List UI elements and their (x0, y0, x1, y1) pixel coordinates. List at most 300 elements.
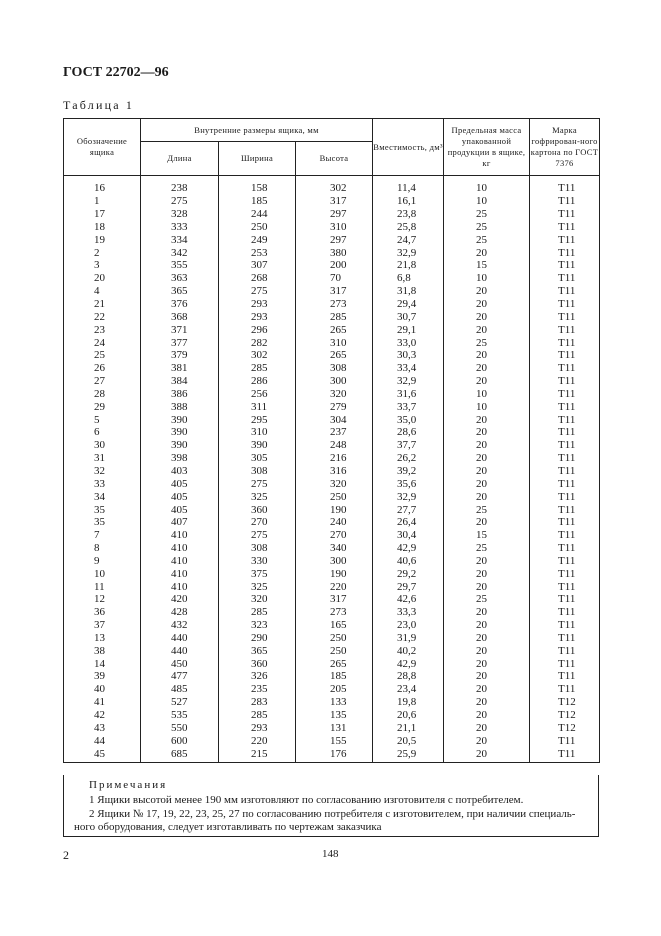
table-cell: 334 (141, 233, 219, 246)
table-cell: T11 (530, 349, 600, 362)
table-cell: 6,8 (373, 272, 444, 285)
table-cell: 20 (444, 696, 530, 709)
table-cell: 302 (296, 182, 373, 195)
table-cell: T11 (530, 644, 600, 657)
table-cell: 317 (296, 593, 373, 606)
table-cell: 35,0 (373, 413, 444, 426)
table-cell: 33 (64, 477, 141, 490)
table-cell: 70 (296, 272, 373, 285)
table-cell: 20 (444, 246, 530, 259)
table-cell: 265 (296, 323, 373, 336)
table-cell: 33,7 (373, 400, 444, 413)
table-cell: 38 (64, 644, 141, 657)
table-cell: T11 (530, 208, 600, 221)
table-row (64, 298, 600, 311)
table-row (64, 696, 600, 709)
table-cell: 15 (444, 529, 530, 542)
note-2: 2 Ящики № 17, 19, 22, 23, 25, 27 по согласованию потребителя с изготовителем, при наличии специаль- (89, 808, 576, 820)
table-cell: 25 (444, 542, 530, 555)
table-cell: 26 (64, 362, 141, 375)
table-cell: 238 (141, 182, 219, 195)
table-cell: 237 (296, 426, 373, 439)
table-cell: 8 (64, 542, 141, 555)
table-row (64, 503, 600, 516)
table-cell: 25 (444, 208, 530, 221)
table-cell: 23,0 (373, 619, 444, 632)
table-cell: 325 (219, 580, 296, 593)
table-cell: 20 (444, 567, 530, 580)
header-designation: Обозначение ящика (64, 119, 141, 176)
table-cell: 333 (141, 221, 219, 234)
table-cell: 380 (296, 246, 373, 259)
table-cell: T11 (530, 567, 600, 580)
table-row (64, 375, 600, 388)
table-cell: 297 (296, 208, 373, 221)
table-cell: 29,7 (373, 580, 444, 593)
table-row (64, 657, 600, 670)
table-cell: 275 (219, 477, 296, 490)
table-cell: T11 (530, 259, 600, 272)
header-cardboard-grade: Марка гофрирован-ного картона по ГОСТ 7376 (530, 119, 600, 176)
table-cell: 293 (219, 721, 296, 734)
table-cell: 270 (296, 529, 373, 542)
table-cell: 328 (141, 208, 219, 221)
table-cell: 275 (141, 195, 219, 208)
table-cell: 20 (444, 490, 530, 503)
table-cell: 176 (296, 747, 373, 762)
table-cell: 31,6 (373, 388, 444, 401)
table-cell: 320 (219, 593, 296, 606)
notes-title: Примечания (89, 779, 168, 791)
table-cell: 42,9 (373, 657, 444, 670)
table-cell: 35 (64, 516, 141, 529)
table-cell: T11 (530, 632, 600, 645)
header-max-mass: Предельная масса упакованной продукции в ящике, кг (444, 119, 530, 176)
table-cell: 410 (141, 529, 219, 542)
table-cell: 600 (141, 734, 219, 747)
table-cell: 285 (219, 606, 296, 619)
table-cell: 250 (219, 221, 296, 234)
table-cell: 6 (64, 426, 141, 439)
table-cell: T11 (530, 619, 600, 632)
table-cell: T11 (530, 606, 600, 619)
table-cell: 20 (444, 632, 530, 645)
table-cell: 290 (219, 632, 296, 645)
table-cell: T11 (530, 554, 600, 567)
table-cell: 300 (296, 375, 373, 388)
table-cell: 2 (64, 246, 141, 259)
table-cell: 41 (64, 696, 141, 709)
table-cell: T11 (530, 375, 600, 388)
table-row (64, 195, 600, 208)
table-cell: 25 (444, 336, 530, 349)
table-cell: 307 (219, 259, 296, 272)
table-cell: 165 (296, 619, 373, 632)
table-cell: T11 (530, 272, 600, 285)
table-cell: 285 (296, 310, 373, 323)
table-cell: 305 (219, 452, 296, 465)
table-cell: 308 (219, 465, 296, 478)
table-cell: T11 (530, 516, 600, 529)
table-cell: 216 (296, 452, 373, 465)
table-cell: T11 (530, 580, 600, 593)
table-cell: 317 (296, 195, 373, 208)
table-cell: 29 (64, 400, 141, 413)
table-cell: 20 (444, 310, 530, 323)
table-cell: 32,9 (373, 246, 444, 259)
header-length: Длина (141, 142, 219, 176)
table-cell: 29,4 (373, 298, 444, 311)
table-cell: 158 (219, 182, 296, 195)
table-cell: 9 (64, 554, 141, 567)
table-cell: 310 (219, 426, 296, 439)
table-cell: 20 (444, 516, 530, 529)
table-cell: 32,9 (373, 375, 444, 388)
table-cell: 190 (296, 567, 373, 580)
table-cell: 381 (141, 362, 219, 375)
table-cell: 250 (296, 632, 373, 645)
table-cell: 375 (219, 567, 296, 580)
table-cell: 405 (141, 503, 219, 516)
table-cell: 360 (219, 657, 296, 670)
table-cell: 200 (296, 259, 373, 272)
table-cell: 323 (219, 619, 296, 632)
table-cell: 30,3 (373, 349, 444, 362)
table-cell: 250 (296, 490, 373, 503)
header-height: Высота (296, 142, 373, 176)
table-cell: 275 (219, 529, 296, 542)
table-row (64, 323, 600, 336)
table-row (64, 233, 600, 246)
table-row (64, 734, 600, 747)
table-row (64, 259, 600, 272)
table-cell: 3 (64, 259, 141, 272)
table-row (64, 310, 600, 323)
table-cell: 535 (141, 709, 219, 722)
table-row (64, 554, 600, 567)
table-cell: 40,6 (373, 554, 444, 567)
table-row (64, 272, 600, 285)
table-cell: 19,8 (373, 696, 444, 709)
table-cell: 420 (141, 593, 219, 606)
table-cell: 10 (444, 195, 530, 208)
table-cell: 363 (141, 272, 219, 285)
table-cell: 220 (219, 734, 296, 747)
table-cell: 20 (444, 657, 530, 670)
table-cell: 20 (444, 452, 530, 465)
table-cell: 450 (141, 657, 219, 670)
table-cell: 308 (296, 362, 373, 375)
table-cell: 320 (296, 388, 373, 401)
table-cell: 15 (444, 259, 530, 272)
table-row (64, 542, 600, 555)
table-cell: 215 (219, 747, 296, 762)
table-cell: 33,4 (373, 362, 444, 375)
table-cell: 135 (296, 709, 373, 722)
table-cell: 4 (64, 285, 141, 298)
table-cell: 428 (141, 606, 219, 619)
table-cell: 16,1 (373, 195, 444, 208)
table-row (64, 516, 600, 529)
table-cell: T11 (530, 336, 600, 349)
table-cell: 320 (296, 477, 373, 490)
table-cell: 386 (141, 388, 219, 401)
table-cell: 293 (219, 310, 296, 323)
table-cell: 20 (444, 554, 530, 567)
table-cell: 23,4 (373, 683, 444, 696)
table-cell: 20 (444, 709, 530, 722)
header-capacity: Вместимость, дм³ (373, 119, 444, 176)
table-cell: 282 (219, 336, 296, 349)
table-cell: T11 (530, 413, 600, 426)
table-cell: T12 (530, 709, 600, 722)
header-width: Ширина (219, 142, 296, 176)
table-cell: 376 (141, 298, 219, 311)
table-cell: 330 (219, 554, 296, 567)
table-row (64, 490, 600, 503)
table-cell: T11 (530, 747, 600, 762)
table-cell: T11 (530, 246, 600, 259)
table-cell: 410 (141, 567, 219, 580)
table-cell: 20 (444, 375, 530, 388)
table-row (64, 208, 600, 221)
table-cell: 398 (141, 452, 219, 465)
table-cell: 25,8 (373, 221, 444, 234)
table-cell: 440 (141, 644, 219, 657)
table-cell: 16 (64, 182, 141, 195)
table-cell: 390 (141, 413, 219, 426)
table-cell: 325 (219, 490, 296, 503)
table-cell: 432 (141, 619, 219, 632)
table-cell: 12 (64, 593, 141, 606)
table-cell: 302 (219, 349, 296, 362)
table-row (64, 580, 600, 593)
table-cell: 308 (219, 542, 296, 555)
table-cell: 311 (219, 400, 296, 413)
table-cell: 42,6 (373, 593, 444, 606)
table-cell: 26,4 (373, 516, 444, 529)
table-cell: 29,2 (373, 567, 444, 580)
table-cell: 283 (219, 696, 296, 709)
table-cell: T11 (530, 195, 600, 208)
table-cell: 26,2 (373, 452, 444, 465)
table-row (64, 747, 600, 762)
document-title: ГОСТ 22702—96 (63, 65, 169, 80)
table-cell: 379 (141, 349, 219, 362)
table-cell: T11 (530, 362, 600, 375)
table-cell: 20 (444, 362, 530, 375)
table-row (64, 452, 600, 465)
table-cell: 279 (296, 400, 373, 413)
table-cell: T11 (530, 182, 600, 195)
table-row (64, 285, 600, 298)
table-cell: T11 (530, 503, 600, 516)
table-cell: 45 (64, 747, 141, 762)
table-label: Таблица 1 (63, 98, 135, 112)
table-cell: T11 (530, 221, 600, 234)
table-cell: 10 (64, 567, 141, 580)
table-cell: 405 (141, 477, 219, 490)
table-cell: 20 (444, 413, 530, 426)
table-cell: T12 (530, 696, 600, 709)
table-cell: 304 (296, 413, 373, 426)
table-cell: 20 (444, 426, 530, 439)
table-cell: 10 (444, 388, 530, 401)
table-cell: 390 (141, 439, 219, 452)
table-cell: T11 (530, 529, 600, 542)
table-cell: 42,9 (373, 542, 444, 555)
table-row (64, 362, 600, 375)
table-cell: 310 (296, 221, 373, 234)
table-cell: 275 (219, 285, 296, 298)
table-cell: 410 (141, 542, 219, 555)
table-cell: 20 (444, 670, 530, 683)
table-cell: 39,2 (373, 465, 444, 478)
table-cell: T11 (530, 298, 600, 311)
note-1: 1 Ящики высотой менее 190 мм изготовляют по согласованию изготовителя с потребителем. (89, 794, 524, 806)
table-cell: 28,6 (373, 426, 444, 439)
table-row (64, 246, 600, 259)
table-row (64, 336, 600, 349)
table-cell: 25,9 (373, 747, 444, 762)
table-row (64, 567, 600, 580)
table-cell: 240 (296, 516, 373, 529)
note-2-continued: ного оборудования, следует изготавливать по чертежам заказчика (74, 821, 382, 833)
boxes-table (63, 118, 600, 763)
table-cell: 440 (141, 632, 219, 645)
table-cell: 23,8 (373, 208, 444, 221)
table-cell: T11 (530, 310, 600, 323)
table-cell: T11 (530, 593, 600, 606)
table-row (64, 182, 600, 195)
table-cell: 44 (64, 734, 141, 747)
table-cell: 390 (219, 439, 296, 452)
table-row (64, 593, 600, 606)
table-row (64, 349, 600, 362)
table-cell: T11 (530, 233, 600, 246)
table-cell: 28,8 (373, 670, 444, 683)
table-row (64, 221, 600, 234)
table-cell: 24,7 (373, 233, 444, 246)
table-cell: 25 (444, 503, 530, 516)
table-cell: 527 (141, 696, 219, 709)
table-cell: 30,4 (373, 529, 444, 542)
table-cell: 20 (444, 580, 530, 593)
table-cell: 405 (141, 490, 219, 503)
table-cell: 23 (64, 323, 141, 336)
table-row (64, 465, 600, 478)
table-cell: 297 (296, 233, 373, 246)
table-cell: 286 (219, 375, 296, 388)
table-cell: 155 (296, 734, 373, 747)
table-cell: 19 (64, 233, 141, 246)
table-cell: T11 (530, 657, 600, 670)
table-cell: 1 (64, 195, 141, 208)
table-cell: 190 (296, 503, 373, 516)
table-cell: 20 (444, 683, 530, 696)
table-cell: 21,8 (373, 259, 444, 272)
table-cell: 25 (64, 349, 141, 362)
table-cell: 244 (219, 208, 296, 221)
table-cell: 35,6 (373, 477, 444, 490)
page-number-center: 148 (322, 848, 339, 860)
table-cell: 403 (141, 465, 219, 478)
table-cell: 27,7 (373, 503, 444, 516)
table-cell: 273 (296, 606, 373, 619)
table-row (64, 388, 600, 401)
table-cell: 268 (219, 272, 296, 285)
table-cell: 20 (444, 477, 530, 490)
table-cell: 25 (444, 233, 530, 246)
table-cell: 11 (64, 580, 141, 593)
table-cell: 20 (444, 734, 530, 747)
table-row (64, 619, 600, 632)
table-cell: 185 (296, 670, 373, 683)
table-cell: 377 (141, 336, 219, 349)
table-cell: 43 (64, 721, 141, 734)
table-cell: 485 (141, 683, 219, 696)
table-cell: 293 (219, 298, 296, 311)
table-cell: 31,9 (373, 632, 444, 645)
table-cell: 32 (64, 465, 141, 478)
table-cell: 20 (444, 323, 530, 336)
table-cell: 550 (141, 721, 219, 734)
table-cell: 285 (219, 362, 296, 375)
table-cell: 20 (444, 349, 530, 362)
notes-section (63, 775, 599, 837)
table-cell: 253 (219, 246, 296, 259)
table-cell: T11 (530, 285, 600, 298)
table-cell: 390 (141, 426, 219, 439)
table-cell: 20 (444, 619, 530, 632)
table-cell: 32,9 (373, 490, 444, 503)
table-cell: 20 (444, 721, 530, 734)
table-cell: 185 (219, 195, 296, 208)
table-cell: 20 (444, 439, 530, 452)
table-cell: 131 (296, 721, 373, 734)
table-cell: T11 (530, 734, 600, 747)
table-cell: 20 (64, 272, 141, 285)
table-cell: 220 (296, 580, 373, 593)
table-cell: 39 (64, 670, 141, 683)
table-cell: 342 (141, 246, 219, 259)
table-cell: 20 (444, 747, 530, 762)
table-cell: 37 (64, 619, 141, 632)
table-cell: 248 (296, 439, 373, 452)
table-cell: 310 (296, 336, 373, 349)
table-cell: 37,7 (373, 439, 444, 452)
table-cell: T12 (530, 721, 600, 734)
table-row (64, 477, 600, 490)
table-cell: 36 (64, 606, 141, 619)
table-cell: 295 (219, 413, 296, 426)
table-cell: 296 (219, 323, 296, 336)
table-cell: 17 (64, 208, 141, 221)
table-cell: T11 (530, 426, 600, 439)
table-cell: 7 (64, 529, 141, 542)
table-cell: 365 (219, 644, 296, 657)
table-cell: 205 (296, 683, 373, 696)
table-cell: 388 (141, 400, 219, 413)
table-row (64, 632, 600, 645)
table-cell: T11 (530, 670, 600, 683)
table-cell: 25 (444, 221, 530, 234)
table-cell: 34 (64, 490, 141, 503)
table-cell: 270 (219, 516, 296, 529)
table-cell: 28 (64, 388, 141, 401)
page-number-left: 2 (63, 848, 69, 862)
table-cell: 42 (64, 709, 141, 722)
